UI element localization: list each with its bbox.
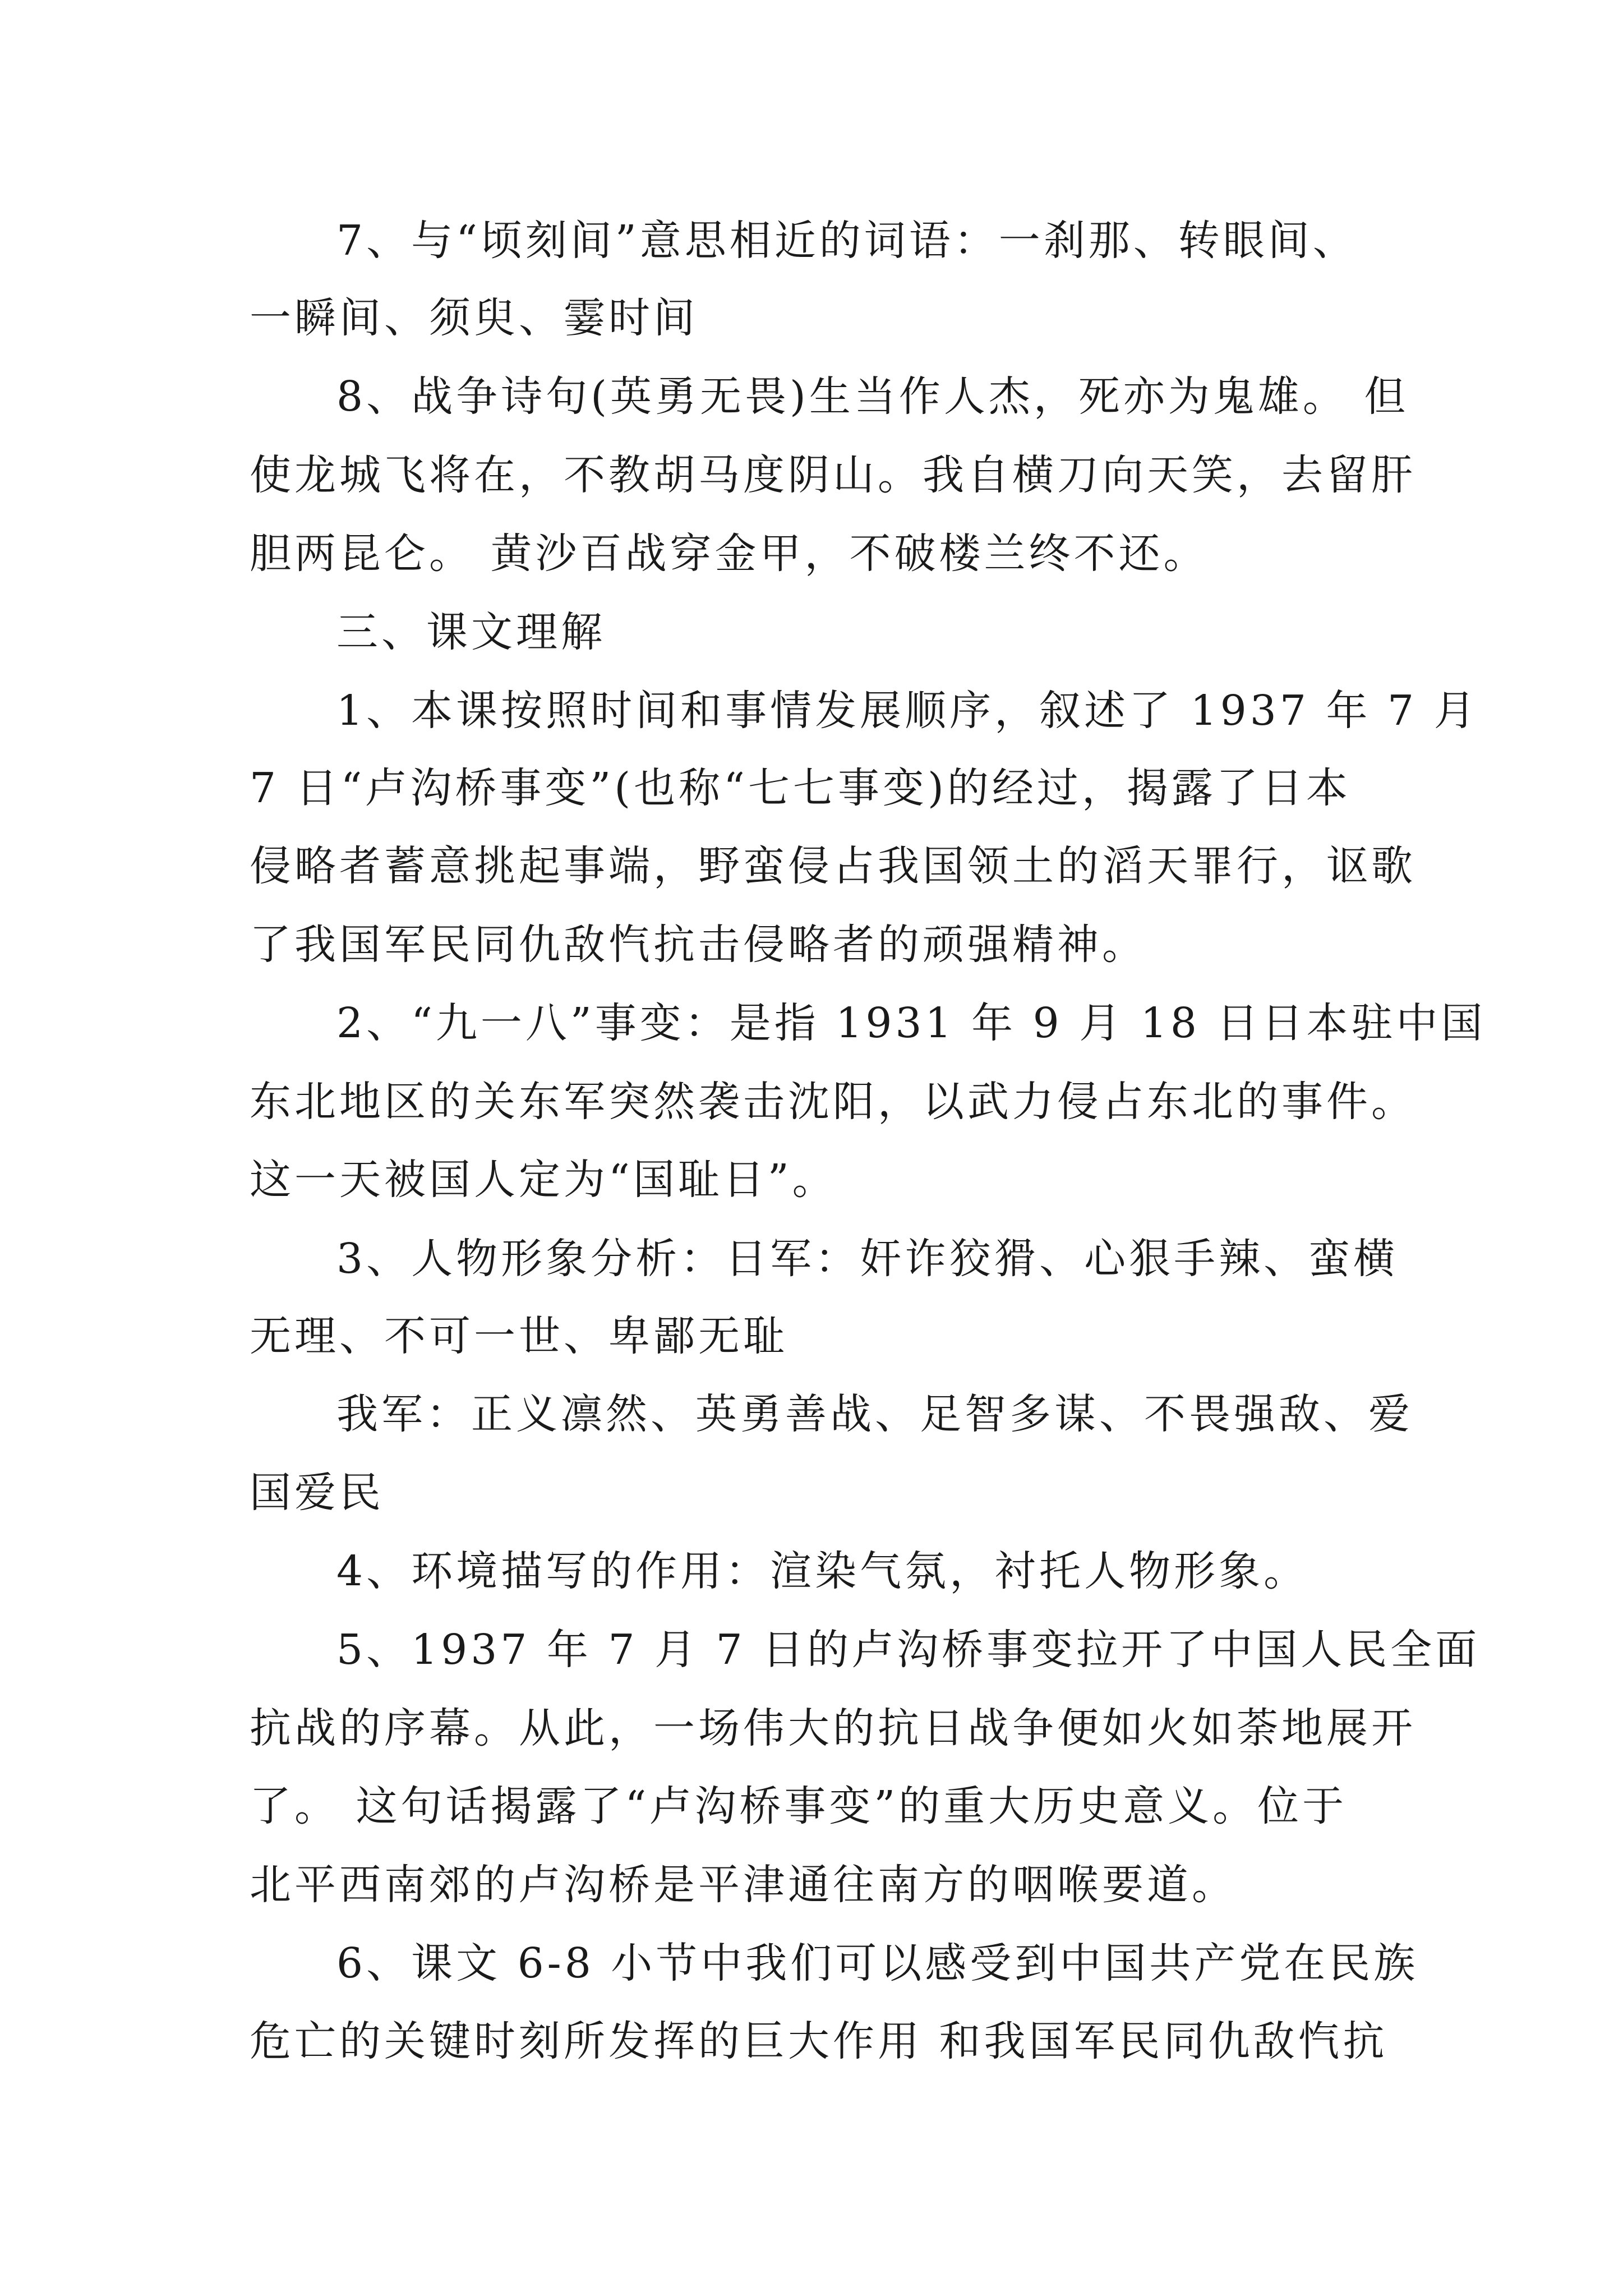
text-line: 胆两昆仑。 黄沙百战穿金甲，不破楼兰终不还。 — [250, 530, 1209, 578]
text-line: 侵略者蓄意挑起事端，野蛮侵占我国领土的滔天罪行，讴歌 — [250, 842, 1416, 890]
text-line: 无理、不可一世、卑鄙无耻 — [250, 1312, 788, 1360]
text-line: 我军：正义凛然、英勇善战、足智多谋、不畏强敌、爱 — [336, 1390, 1413, 1438]
text-line: 抗战的序幕。从此，一场伟大的抗日战争便如火如荼地展开 — [250, 1704, 1416, 1752]
text-line: 8、战争诗句(英勇无畏)生当作人杰，死亦为鬼雄。 但 — [336, 372, 1409, 421]
text-line: 这一天被国人定为“国耻日”。 — [250, 1156, 837, 1204]
text-line: 6、课文 6-8 小节中我们可以感受到中国共产党在民族 — [336, 1939, 1419, 1987]
text-line: 北平西南郊的卢沟桥是平津通往南方的咽喉要道。 — [250, 1861, 1237, 1909]
text-line: 1、本课按照时间和事情发展顺序，叙述了 1937 年 7 月 — [336, 687, 1479, 735]
text-line: 危亡的关键时刻所发挥的巨大作用 和我国军民同仇敌忾抗 — [250, 2017, 1388, 2065]
text-line: 了我国军民同仇敌忾抗击侵略者的顽强精神。 — [250, 921, 1147, 969]
text-line: 了。 这句话揭露了“卢沟桥事变”的重大历史意义。位于 — [250, 1782, 1348, 1830]
text-line: 国爱民 — [250, 1469, 384, 1517]
text-line: 5、1937 年 7 月 7 日的卢沟桥事变拉开了中国人民全面 — [336, 1626, 1481, 1674]
text-line: 2、“九一八”事变：是指 1931 年 9 月 18 日日本驻中国 — [336, 999, 1486, 1047]
text-line: 3、人物形象分析：日军：奸诈狡猾、心狠手辣、蛮横 — [336, 1235, 1399, 1283]
text-line: 一瞬间、须臾、霎时间 — [250, 294, 698, 342]
text-line: 使龙城飞将在，不教胡马度阴山。我自横刀向天笑，去留肝 — [250, 451, 1416, 499]
text-line: 4、环境描写的作用：渲染气氛，衬托人物形象。 — [336, 1547, 1309, 1595]
text-line: 7、与“顷刻间”意思相近的词语：一刹那、转眼间、 — [336, 217, 1358, 265]
section-heading: 三、课文理解 — [336, 608, 606, 656]
text-line: 7 日“卢沟桥事变”(也称“七七事变)的经过，揭露了日本 — [250, 764, 1351, 812]
text-line: 东北地区的关东军突然袭击沈阳，以武力侵占东北的事件。 — [250, 1078, 1416, 1126]
